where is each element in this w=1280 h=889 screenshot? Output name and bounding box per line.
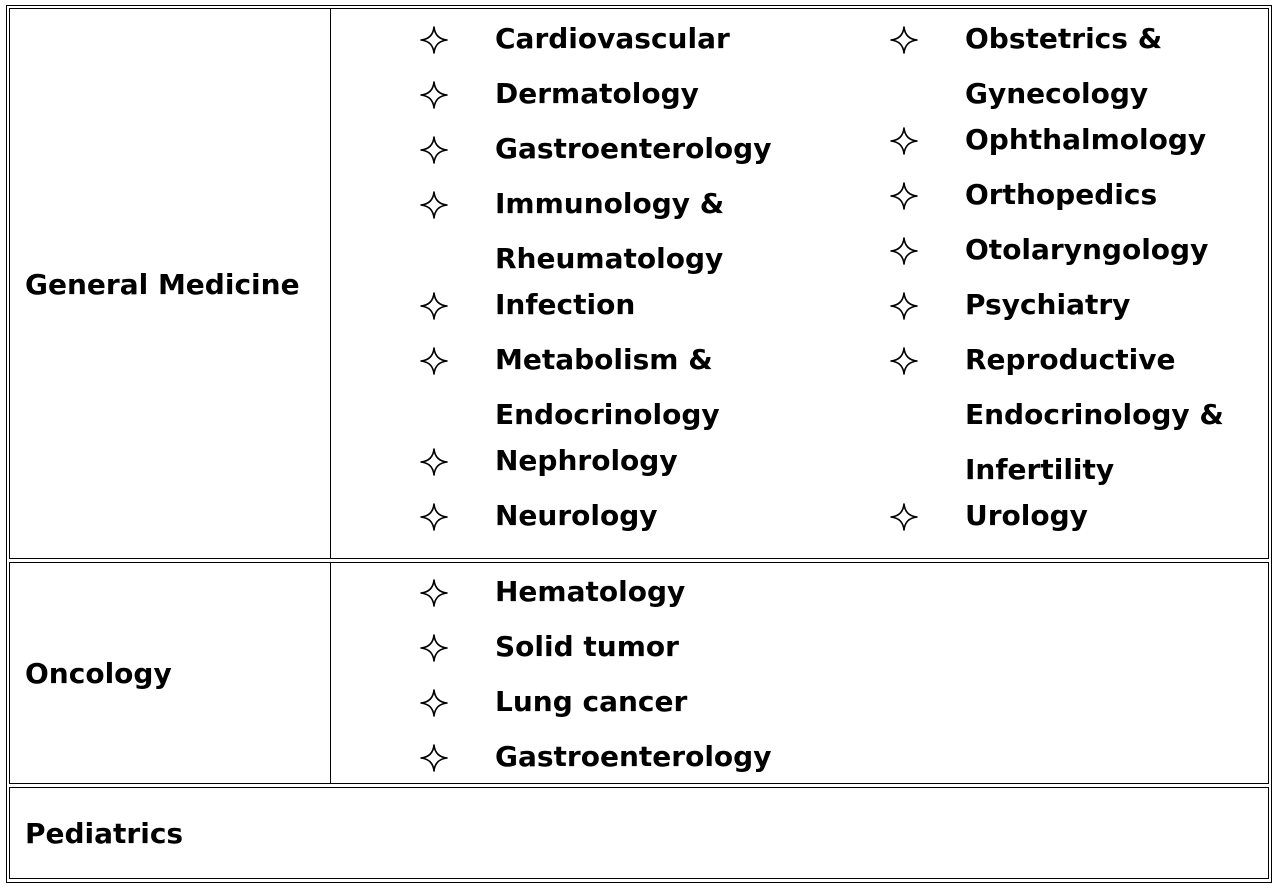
list-item [890,20,1224,121]
specialty-label-line: Cardiovascular [495,22,730,55]
table-row-pediatrics [9,787,1269,879]
star-bullet-icon [420,286,495,341]
specialty-label-line: Gastroenterology [495,740,772,773]
star-bullet-icon [420,75,495,130]
specialty-label-line: Gastroenterology [495,132,772,165]
specialty-list-column-1 [420,20,771,552]
specialty-label [495,11,730,66]
specialty-label-line: Reproductive [965,343,1176,376]
category-pediatrics: Pediatrics [25,817,184,850]
specialty-label [495,277,635,332]
specialty-label-line: Orthopedics [965,178,1158,211]
star-bullet-icon [420,442,495,497]
column-divider [330,9,331,558]
star-bullet-icon [420,130,495,185]
specialty-label [495,674,687,729]
specialty-label [495,433,678,488]
table-row-general-medicine [9,8,1269,559]
specialty-label [965,112,1206,167]
specialty-label [965,11,1162,121]
specialty-list-oncology [420,573,771,793]
table-row-oncology [9,562,1269,784]
specialty-label [495,176,724,286]
specialty-label-line: Obstetrics & [965,22,1163,55]
specialty-label [495,619,679,674]
star-bullet-icon [420,341,495,396]
specialty-label-line: Solid tumor [495,630,679,663]
star-bullet-icon [420,738,495,793]
specialty-label [965,332,1224,497]
specialty-label [495,66,699,121]
specialty-label-line: Dermatology [495,77,699,110]
specialty-label-line: Psychiatry [965,288,1131,321]
list-item [890,341,1224,497]
specialty-label-line: Otolaryngology [965,233,1209,266]
specialty-label [965,488,1088,543]
star-bullet-icon [420,683,495,738]
star-bullet-icon [420,628,495,683]
star-bullet-icon [890,176,965,231]
specialty-label [495,488,658,543]
specialty-label-line: Hematology [495,575,686,608]
list-item [890,497,1224,552]
star-bullet-icon [420,185,495,240]
specialty-label [965,167,1157,222]
list-item [420,497,771,552]
star-bullet-icon [890,497,965,552]
specialty-label-line: Gynecology [965,77,1149,110]
specialty-label [495,332,720,442]
specialty-label [495,729,771,784]
specialty-label-line: Neurology [495,499,658,532]
specialty-label-line: Lung cancer [495,685,688,718]
specialty-label [495,121,771,176]
specialty-label-line: Endocrinology [495,398,720,431]
specialty-label-line: Rheumatology [495,242,724,275]
specialty-label [965,277,1130,332]
star-bullet-icon [420,20,495,75]
specialty-label-line: Immunology & [495,187,725,220]
specialty-label-line: Metabolism & [495,343,713,376]
specialty-label-line: Urology [965,499,1088,532]
list-item [420,341,771,442]
specialty-label-line: Endocrinology & [965,398,1224,431]
specialty-label-line: Ophthalmology [965,123,1207,156]
specialty-label-line: Infection [495,288,636,321]
star-bullet-icon [420,497,495,552]
star-bullet-icon [890,121,965,176]
category-oncology: Oncology [25,657,172,690]
star-bullet-icon [420,573,495,628]
list-item [420,738,771,793]
star-bullet-icon [890,231,965,286]
star-bullet-icon [890,341,965,396]
specialty-label-line: Nephrology [495,444,678,477]
column-divider [330,563,331,783]
list-item [420,185,771,286]
specialty-label [495,564,685,619]
specialty-label [965,222,1208,277]
star-bullet-icon [890,20,965,75]
star-bullet-icon [890,286,965,341]
category-general-medicine: General Medicine [25,268,300,301]
specialty-list-column-2 [890,20,1224,552]
specialty-label-line: Infertility [965,453,1115,486]
